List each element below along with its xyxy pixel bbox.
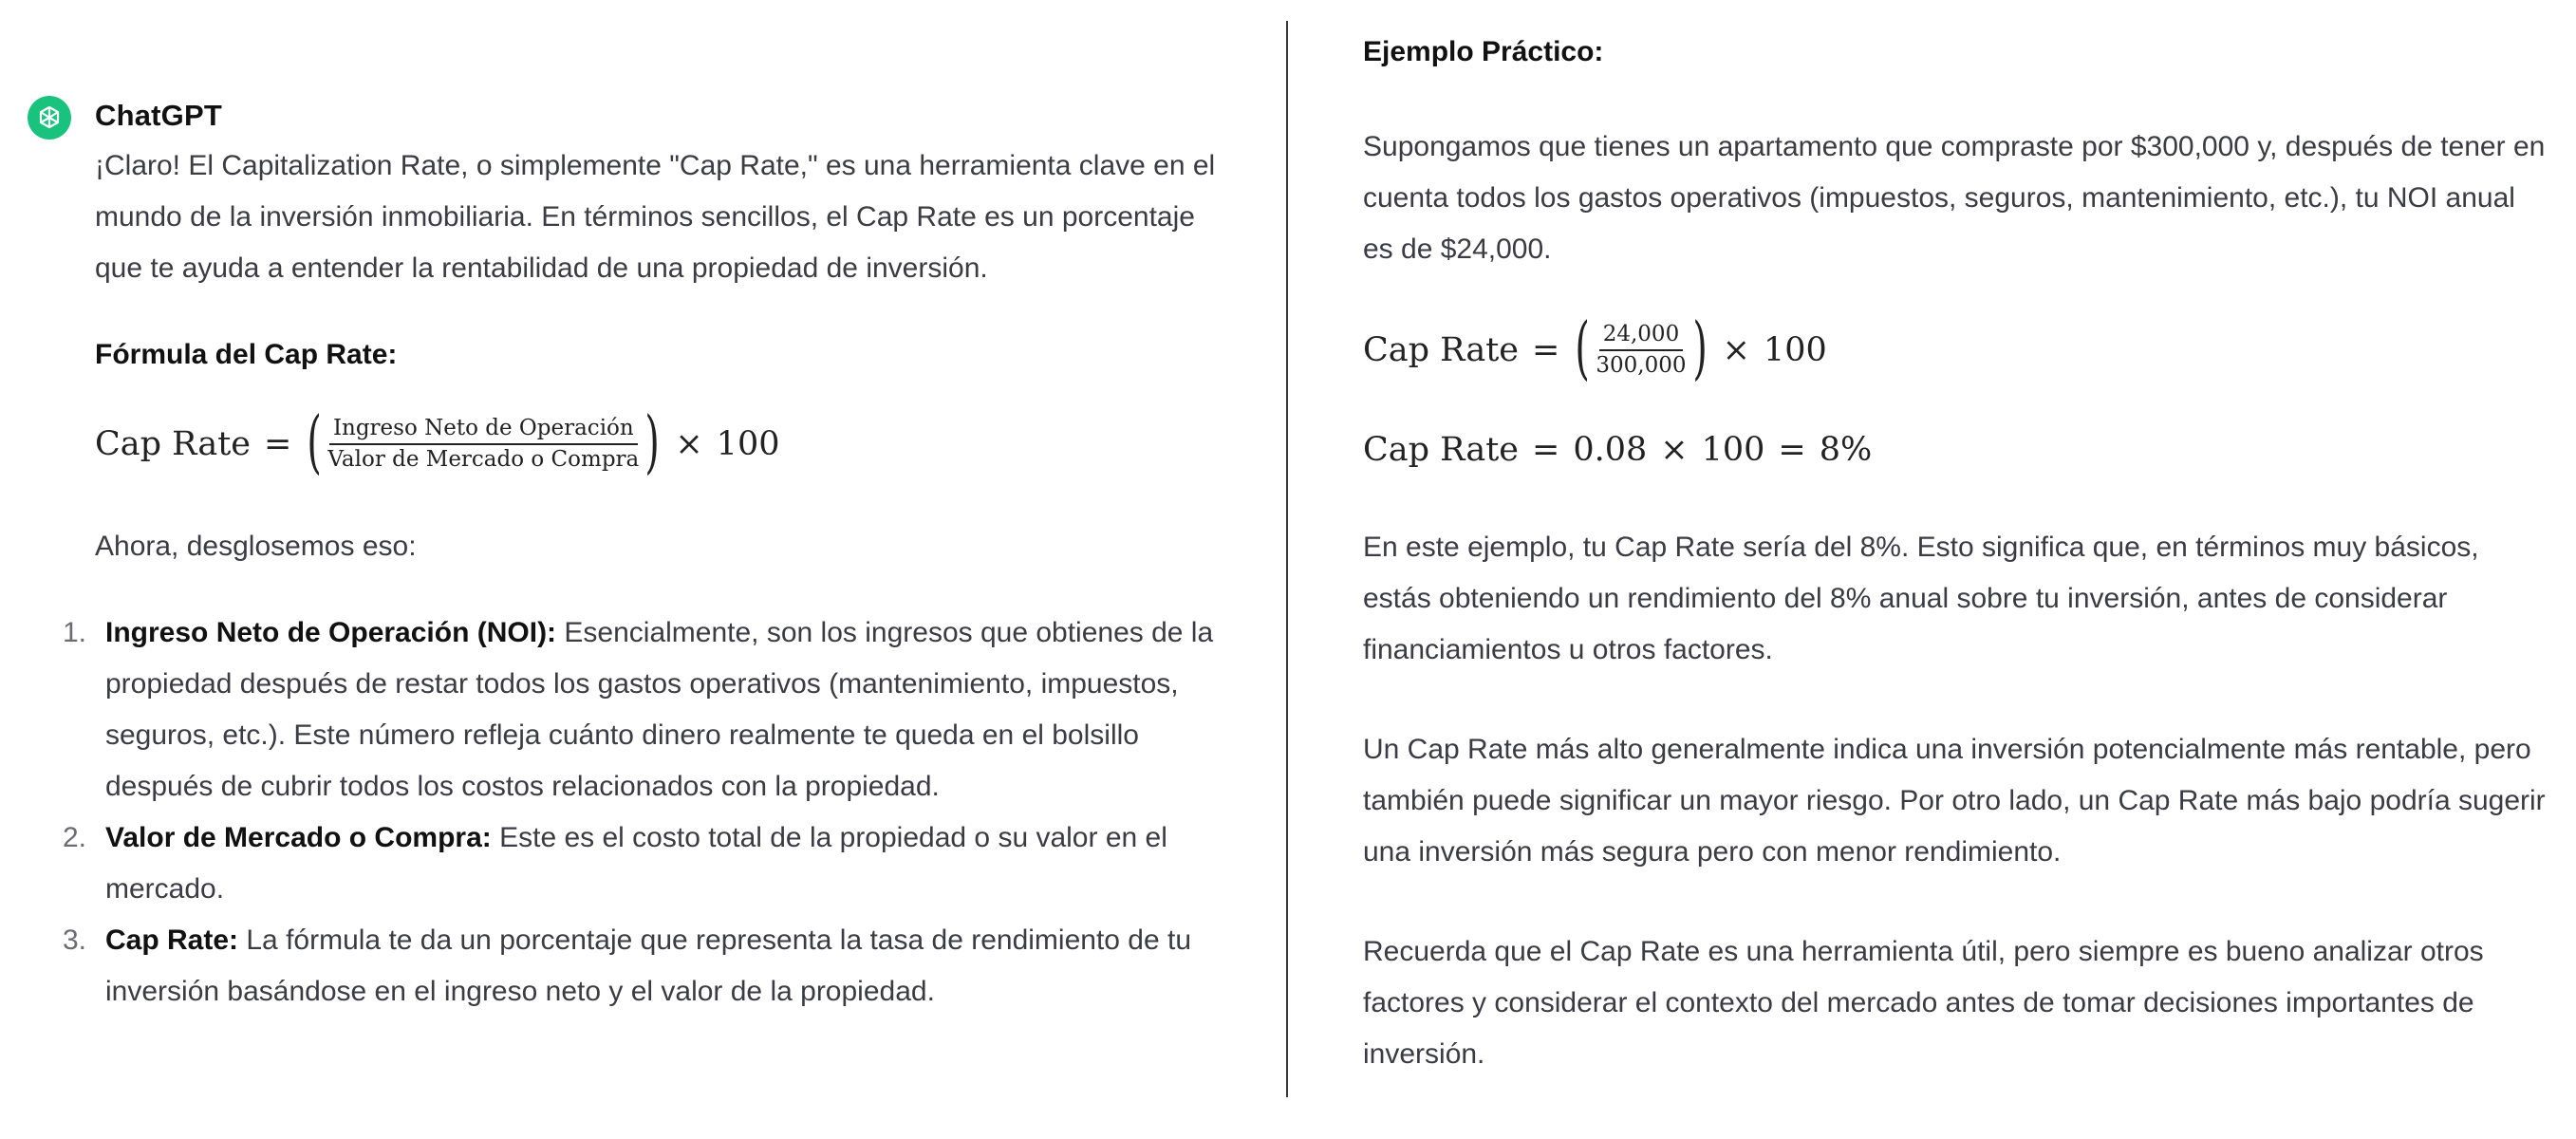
formula-denominator: Valor de Mercado o Compra [327, 447, 640, 472]
example-heading: Ejemplo Práctico: [1363, 36, 1604, 67]
example-paragraph-1: En este ejemplo, tu Cap Rate sería del 8%. Esto significa que, en términos muy básicos, estás obteniendo un rendimiento del 8% anual sobre tu inversión, antes de considerar financiamientos u otros factores. [1363, 532, 2479, 665]
formula-close-paren: ) [644, 401, 661, 481]
formula-fraction [324, 416, 643, 473]
list-term: Cap Rate: [105, 924, 239, 956]
formula-open-paren: ( [1575, 308, 1591, 387]
list-text: Este es el costo total de la propiedad o su valor en el mercado. [105, 822, 1167, 905]
list-number: 3. [63, 924, 87, 956]
intro-paragraph: ¡Claro! El Capitalization Rate, o simplemente "Cap Rate," es una herramienta clave en el mundo de la inversión inmobiliaria. En términos sencillos, el Cap Rate es un porcentaje que te ayuda a entender la rentabilidad de una propiedad de inversión. [95, 150, 1216, 284]
definitions-list [63, 607, 1230, 1018]
formula-numerator: 24,000 [1599, 322, 1683, 351]
list-text: Esencialmente, son los ingresos que obtienes de la propiedad después de restar todos los gastos operativos (mantenimiento, impuestos, seguros, etc.). Este número refleja cuánto dinero realmente te queda en el bolsillo después de cubrir todos los costos relacionados con la propiedad. [105, 617, 1214, 802]
list-term: Ingreso Neto de Operación (NOI): [105, 617, 557, 648]
example-intro: Supongamos que tienes un apartamento que compraste por $300,000 y, después de tener en cuenta todos los gastos operativos (impuestos, seguros, mantenimiento, etc.), tu NOI anual es de $24,000. [1363, 131, 2546, 265]
formula-times: × [1722, 331, 1750, 369]
formula-times: × [1660, 431, 1689, 469]
breakdown-intro: Ahora, desglosemos eso: [95, 531, 417, 562]
formula-value: 0.08 [1573, 431, 1648, 469]
formula-denominator: 300,000 [1596, 353, 1687, 378]
list-item [63, 915, 1230, 1018]
list-item [63, 607, 1230, 812]
formula-factor: 100 [1763, 331, 1827, 369]
formula-lhs: Cap Rate [1363, 331, 1519, 369]
list-number: 1. [63, 617, 87, 648]
message-author: ChatGPT [95, 99, 223, 132]
chatgpt-avatar [28, 96, 71, 140]
right-column [1363, 0, 2549, 1139]
list-term: Valor de Mercado o Compra: [105, 822, 492, 853]
formula-fraction [1592, 322, 1689, 379]
example-paragraph-2: Un Cap Rate más alto generalmente indica una inversión potencialmente más rentable, pero también puede significar un mayor riesgo. Por otro lado, un Cap Rate más bajo podría sugerir una inversión más segura pero con menor rendimiento. [1363, 734, 2546, 868]
cap-rate-formula [95, 401, 780, 481]
formula-equals: = [263, 425, 292, 463]
formula-lhs: Cap Rate [95, 425, 251, 463]
formula-equals: = [1531, 431, 1560, 469]
list-number: 2. [63, 822, 87, 853]
column-divider [1286, 21, 1288, 1097]
list-text: La fórmula te da un porcentaje que representa la tasa de rendimiento de tu inversión basándose en el ingreso neto y el valor de la propiedad. [105, 924, 1192, 1007]
left-column [0, 0, 1272, 1139]
formula-numerator: Ingreso Neto de Operación [329, 416, 638, 445]
formula-heading: Fórmula del Cap Rate: [95, 339, 398, 370]
list-item [63, 812, 1230, 915]
formula-factor: 100 [1701, 431, 1765, 469]
formula-close-paren: ) [1691, 308, 1708, 387]
formula-times: × [675, 425, 703, 463]
formula-equals: = [1778, 431, 1806, 469]
example-formula-1 [1363, 308, 1827, 387]
openai-logo-icon [34, 103, 65, 133]
example-formula-2 [1363, 431, 1872, 469]
formula-factor: 100 [716, 425, 780, 463]
formula-lhs: Cap Rate [1363, 431, 1519, 469]
formula-equals: = [1531, 331, 1560, 369]
formula-result: 8% [1819, 431, 1873, 469]
formula-open-paren: ( [307, 401, 323, 481]
example-paragraph-3: Recuerda que el Cap Rate es una herramienta útil, pero siempre es bueno analizar otros factores y considerar el contexto del mercado antes de tomar decisiones importantes de inversión. [1363, 936, 2484, 1070]
